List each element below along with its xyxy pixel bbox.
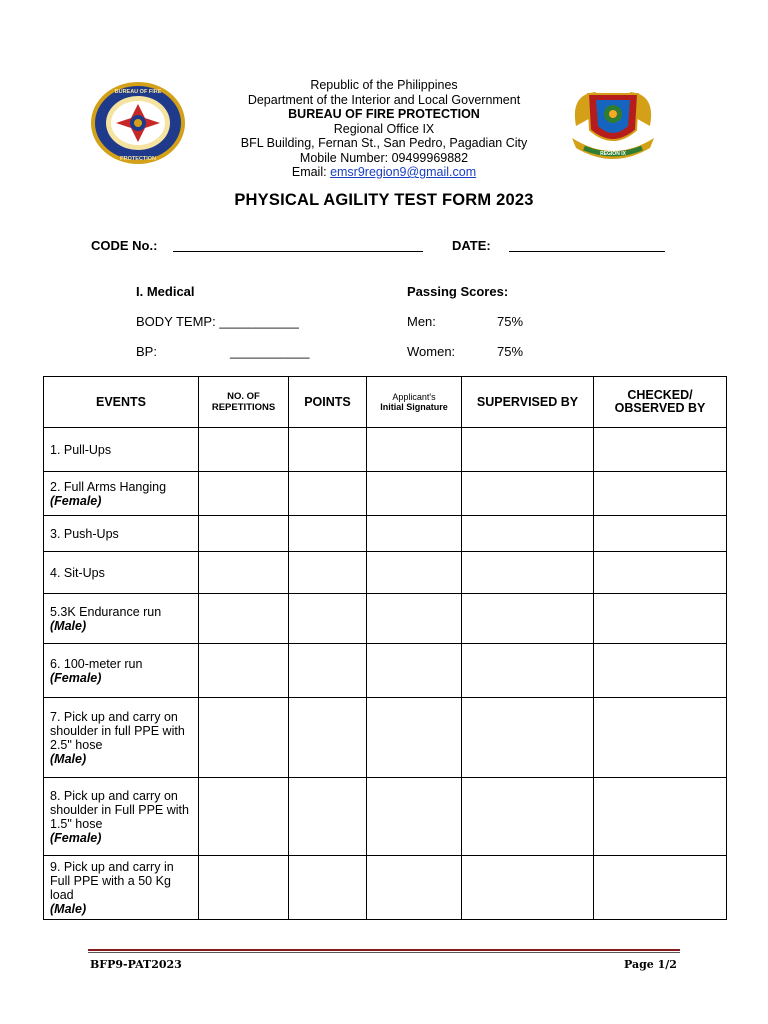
event-label: 4. Sit-Ups [50, 565, 105, 580]
event-name-cell [44, 428, 199, 472]
checked-by-cell[interactable] [594, 428, 727, 472]
checked-by-cell[interactable] [594, 698, 727, 778]
men-label: Men: [407, 314, 436, 329]
repetitions-cell[interactable] [199, 428, 289, 472]
signature-cell[interactable] [367, 778, 462, 856]
event-label: 9. Pick up and carry in Full PPE with a 50 Kg load [50, 859, 174, 902]
email-line [200, 165, 568, 180]
supervised-by-header: SUPERVISED BY [462, 377, 594, 428]
regional-office-line: Regional Office IX [333, 121, 435, 136]
signature-cell[interactable] [367, 552, 462, 594]
date-field[interactable] [509, 251, 665, 252]
event-note: (Female) [50, 830, 102, 845]
svg-text:REGION IX: REGION IX [600, 151, 626, 157]
repetitions-cell[interactable] [199, 698, 289, 778]
women-label: Women: [407, 344, 456, 359]
points-cell[interactable] [289, 644, 367, 698]
checked-by-cell[interactable] [594, 472, 727, 516]
event-note: (Male) [50, 751, 87, 766]
email-label: Email: [291, 165, 331, 179]
supervised-by-cell[interactable] [462, 594, 594, 644]
points-cell[interactable] [289, 594, 367, 644]
signature-cell[interactable] [367, 856, 462, 920]
repetitions-cell[interactable] [199, 552, 289, 594]
event-name-cell [44, 594, 199, 644]
republic-line: Republic of the Philippines [310, 78, 458, 92]
repetitions-cell[interactable] [199, 644, 289, 698]
footer-code: BFP9-PAT2023 [90, 958, 182, 971]
event-note: (Female) [50, 670, 102, 685]
checked-by-cell[interactable] [594, 516, 727, 552]
points-cell[interactable] [289, 472, 367, 516]
table-row [44, 472, 727, 516]
letterhead [200, 78, 568, 180]
event-label: 5.3K Endurance run [50, 604, 162, 619]
bp-field[interactable]: ___________ [230, 344, 310, 359]
bfp-seal-logo [88, 80, 188, 166]
points-cell[interactable] [289, 428, 367, 472]
supervised-by-cell[interactable] [462, 778, 594, 856]
event-note: (Male) [50, 618, 87, 633]
checked-by-cell[interactable] [594, 644, 727, 698]
mobile-line: Mobile Number: 09499969882 [299, 150, 469, 165]
signature-cell[interactable] [367, 516, 462, 552]
signature-cell[interactable] [367, 644, 462, 698]
footer-page: Page 1/2 [624, 958, 677, 971]
body-temp-label: BODY TEMP: ___________ [136, 314, 299, 329]
supervised-by-cell[interactable] [462, 644, 594, 698]
signature-cell[interactable] [367, 594, 462, 644]
event-name-cell [44, 778, 199, 856]
points-cell[interactable] [289, 552, 367, 594]
event-label: 7. Pick up and carry on shoulder in full PPE with 2.5" hose [50, 709, 185, 752]
event-name-cell [44, 472, 199, 516]
table-row [44, 778, 727, 856]
event-label: 8. Pick up and carry on shoulder in Full PPE with 1.5" hose [50, 788, 189, 831]
supervised-by-cell[interactable] [462, 552, 594, 594]
signature-cell[interactable] [367, 698, 462, 778]
footer-rule-thin [88, 952, 680, 953]
signature-cell[interactable] [367, 472, 462, 516]
department-line: Department of the Interior and Local Government [247, 92, 521, 107]
repetitions-cell[interactable] [199, 516, 289, 552]
points-cell[interactable] [289, 516, 367, 552]
date-label: DATE: [452, 238, 491, 253]
region-ix-seal-logo [566, 86, 660, 162]
svg-text:BUREAU OF FIRE: BUREAU OF FIRE [114, 89, 162, 95]
supervised-by-cell[interactable] [462, 856, 594, 920]
supervised-by-cell[interactable] [462, 698, 594, 778]
table-row [44, 698, 727, 778]
supervised-by-cell[interactable] [462, 472, 594, 516]
email-link[interactable]: emsr9region9@gmail.com [330, 165, 477, 179]
event-note: (Male) [50, 901, 87, 916]
men-score: 75% [497, 314, 524, 329]
code-label: CODE No.: [91, 238, 158, 253]
table-row [44, 552, 727, 594]
signature-header: Applicant's Initial Signature [367, 377, 462, 428]
address-line: BFL Building, Fernan St., San Pedro, Pagadian City [240, 136, 528, 150]
repetitions-cell[interactable] [199, 472, 289, 516]
event-name-cell [44, 644, 199, 698]
checked-by-cell[interactable] [594, 552, 727, 594]
points-cell[interactable] [289, 698, 367, 778]
table-row [44, 516, 727, 552]
points-header: POINTS [289, 377, 367, 428]
event-name-cell [44, 698, 199, 778]
checked-by-cell[interactable] [594, 856, 727, 920]
repetitions-cell[interactable] [199, 856, 289, 920]
supervised-by-cell[interactable] [462, 428, 594, 472]
event-label: 1. Pull-Ups [50, 442, 112, 457]
repetitions-cell[interactable] [199, 778, 289, 856]
events-table [43, 376, 727, 920]
event-name-cell [44, 552, 199, 594]
repetitions-cell[interactable] [199, 594, 289, 644]
event-note: (Female) [50, 493, 102, 508]
event-label: 2. Full Arms Hanging [50, 479, 167, 494]
footer-rule [88, 949, 680, 951]
table-row [44, 594, 727, 644]
checked-observed-header: CHECKED/ OBSERVED BY [594, 377, 727, 428]
table-row [44, 644, 727, 698]
medical-heading: I. Medical [136, 284, 195, 299]
event-label: 6. 100-meter run [50, 656, 143, 671]
table-row [44, 856, 727, 920]
form-title: PHYSICAL AGILITY TEST FORM 2023 [234, 191, 534, 209]
women-score: 75% [497, 344, 524, 359]
bp-label: BP: [136, 344, 157, 359]
event-name-cell [44, 856, 199, 920]
events-header: EVENTS [44, 377, 199, 428]
code-field[interactable] [173, 251, 423, 252]
checked-by-cell[interactable] [594, 594, 727, 644]
svg-text:PROTECTION: PROTECTION [119, 156, 157, 162]
supervised-by-cell[interactable] [462, 516, 594, 552]
event-name-cell [44, 516, 199, 552]
points-cell[interactable] [289, 778, 367, 856]
repetitions-header: NO. OF REPETITIONS [199, 377, 289, 428]
signature-cell[interactable] [367, 428, 462, 472]
passing-scores-heading: Passing Scores: [407, 284, 509, 299]
table-row [44, 428, 727, 472]
points-cell[interactable] [289, 856, 367, 920]
bureau-line: BUREAU OF FIRE PROTECTION [288, 107, 480, 121]
table-header-row [44, 377, 727, 428]
checked-by-cell[interactable] [594, 778, 727, 856]
event-label: 3. Push-Ups [50, 526, 119, 541]
